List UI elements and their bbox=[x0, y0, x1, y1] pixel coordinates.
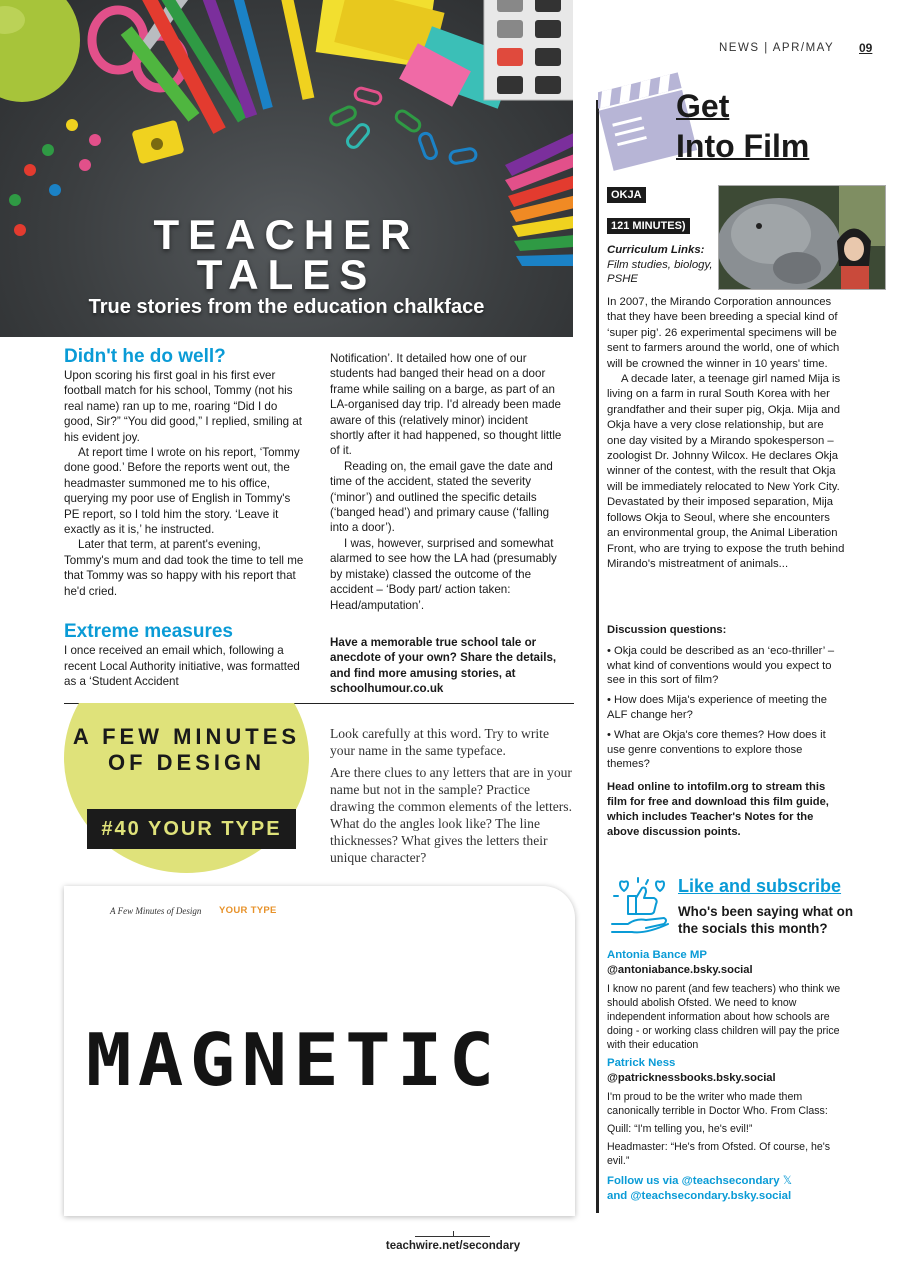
sample-word: MAGNETIC bbox=[86, 1018, 501, 1102]
synopsis-paragraph: A decade later, a teenage girl named Mija is living on a farm in rural South Korea with her grandfather and their super pig, Okja. Mija and Okja have a very close relationship, but are one day visited by a Mirando spokesperson – zoologist Dr. Johnny Wilcox. He declares Okja winner of the contest, with the result that Okja will be immediately relocated to New York City. Devastated by their imposed separation, Mija follows Okja to Seoul, where she encounters an environmental group, the Animal Liberation Front, who are trying to expose the truth behind Mirando's mistreatment of animals... bbox=[607, 373, 845, 570]
post-text: I'm proud to be the writer who made them canonically terrible in Doctor Who. From Class: bbox=[607, 1091, 828, 1117]
thumbs-up-hearts-icon bbox=[606, 874, 672, 940]
film-title-line2: Into Film bbox=[676, 128, 810, 164]
story2-intro: I once received an email which, following a recent Local Authority initiative, was formatted as a ‘Student Accident bbox=[64, 644, 300, 688]
footer-url[interactable]: teachwire.net/secondary bbox=[385, 1240, 521, 1252]
section-label: NEWS | APR/MAY bbox=[719, 42, 835, 54]
curriculum-links bbox=[607, 243, 717, 287]
discussion-questions bbox=[607, 623, 845, 844]
film-cta: Head online to intofilm.org to stream this film for free and download this film guide, which includes Teacher's Notes for the above discussion points. bbox=[607, 781, 829, 838]
film-title-tag: OKJA bbox=[607, 187, 646, 203]
story1-paragraph: At report time I wrote on his report, ‘Tommy done good.’ Before the reports went out, the headmaster summoned me to his office, querying my poor use of English in Tommy's PE report, so I told him the story. ‘Leave it exactly as it is,’ he instructed. bbox=[64, 446, 300, 537]
story1-paragraph: Upon scoring his first goal in his first ever football match for his school, Tommy (not his real name) ran up to me, roaring “Did I do good, Sir?” “You did good,” I replied, smiling at his evident joy. bbox=[64, 369, 303, 444]
social-posts bbox=[607, 948, 845, 1204]
discussion-question: • Okja could be described as an ‘eco-thriller’ – what kind of conventions would you expect to see in this sort of film? bbox=[607, 644, 835, 687]
story1-heading: Didn't he do well? bbox=[64, 346, 226, 367]
x-logo-icon: 𝕏 bbox=[782, 1175, 792, 1187]
column-divider bbox=[596, 100, 599, 1213]
post-handle[interactable]: @patricknessbooks.bsky.social bbox=[607, 1072, 776, 1084]
film-runtime-tag: 121 MINUTES) bbox=[607, 218, 690, 234]
post-text: Quill: “I'm telling you, he's evil!” bbox=[607, 1123, 753, 1135]
follow-cta[interactable] bbox=[607, 1174, 845, 1204]
follow-line2[interactable]: and @teachsecondary.bsky.social bbox=[607, 1190, 792, 1202]
post-author: Patrick Ness bbox=[607, 1057, 676, 1069]
curriculum-label: Curriculum Links: bbox=[607, 244, 705, 256]
film-synopsis bbox=[607, 295, 845, 572]
design-paragraph: Are there clues to any letters that are in your name but not in the sample? Practice drawing the common elements of the letters. What do the angles look like? The line thicknesses? What gives the letters their unique character? bbox=[330, 765, 572, 865]
story-cta: Have a memorable true school tale or anecdote of your own? Share the details, and find more amusing stories, at schoolhumour.co.uk bbox=[330, 635, 557, 696]
social-section-subtitle: Who's been saying what on the socials this month? bbox=[678, 904, 854, 936]
hero-title bbox=[0, 211, 573, 298]
post-handle[interactable]: @antoniabance.bsky.social bbox=[607, 964, 753, 976]
discussion-heading: Discussion questions: bbox=[607, 624, 727, 636]
story2-paragraph: I was, however, surprised and somewhat alarmed to see how the LA had (presumably by mistake) classed the outcome of the accident – ‘Body part/ action taken: Head/amputation’. bbox=[330, 536, 557, 612]
footer-rule-tick bbox=[453, 1231, 454, 1237]
film-section-title bbox=[676, 86, 809, 166]
story2-paragraph: Notification’. It detailed how one of our students had banged their head on a door frame while sailing on a barge, as part of an LA-organised day trip. I'd already been made aware of this (relatively minor) incident shortly after it had happened, so thought little of it. bbox=[330, 352, 562, 458]
post-text: I know no parent (and few teachers) who think we should abolish Ofsted. We need to know independent information about how schools are doing - or working class children will pay the price with their education bbox=[607, 983, 841, 1051]
story1-paragraph: Later that term, at parent's evening, Tommy's mum and dad took the time to tell me that Tommy was so happy with his report that he'd cried. bbox=[64, 538, 304, 598]
post-author: Antonia Bance MP bbox=[607, 949, 707, 961]
design-instructions bbox=[330, 725, 574, 871]
film-title-line1: Get bbox=[676, 88, 730, 124]
post-text: Headmaster: “He's from Ofsted. Of course, he's evil.” bbox=[607, 1141, 831, 1167]
design-tag: #40 YOUR TYPE bbox=[87, 809, 296, 849]
discussion-question: • What are Okja's core themes? How does it use genre conventions to explore those themes? bbox=[607, 728, 826, 771]
design-title: A FEW MINUTES OF DESIGN bbox=[72, 724, 301, 775]
hero-title-line2: TALES bbox=[196, 251, 377, 298]
synopsis-paragraph: In 2007, the Mirando Corporation announces that they have been breeding a special kind of ‘super pig’. 26 experimental specimens will be sent to farmers around the world, one of which will be crowned the winner in 10 years' time. bbox=[607, 296, 840, 370]
design-paragraph: Look carefully at this word. Try to write your name in the same typeface. bbox=[330, 726, 549, 758]
discussion-question: • How does Mija's experience of meeting the ALF change her? bbox=[607, 694, 827, 721]
sample-caption: A Few Minutes of Design bbox=[110, 906, 202, 916]
sample-caption-accent: YOUR TYPE bbox=[219, 905, 277, 916]
story-column-right bbox=[330, 351, 562, 697]
hero-title-line1: TEACHER bbox=[153, 211, 420, 258]
hero-subtitle: True stories from the education chalkface bbox=[88, 296, 485, 318]
film-still-image bbox=[718, 185, 886, 290]
story2-paragraph: Reading on, the email gave the date and time of the accident, stated the severity (‘minor’) and outlined the specific details (‘banged head’) and primary cause (‘falling into a door’). bbox=[330, 459, 553, 535]
follow-line1[interactable]: Follow us via @teachsecondary bbox=[607, 1175, 780, 1187]
story2-heading: Extreme measures bbox=[64, 621, 233, 643]
page-number: 09 bbox=[859, 41, 873, 55]
social-section-title: Like and subscribe bbox=[678, 876, 842, 896]
curriculum-value: Film studies, biology, PSHE bbox=[607, 258, 713, 286]
story1-body bbox=[64, 368, 304, 599]
story-column-left bbox=[64, 346, 304, 689]
